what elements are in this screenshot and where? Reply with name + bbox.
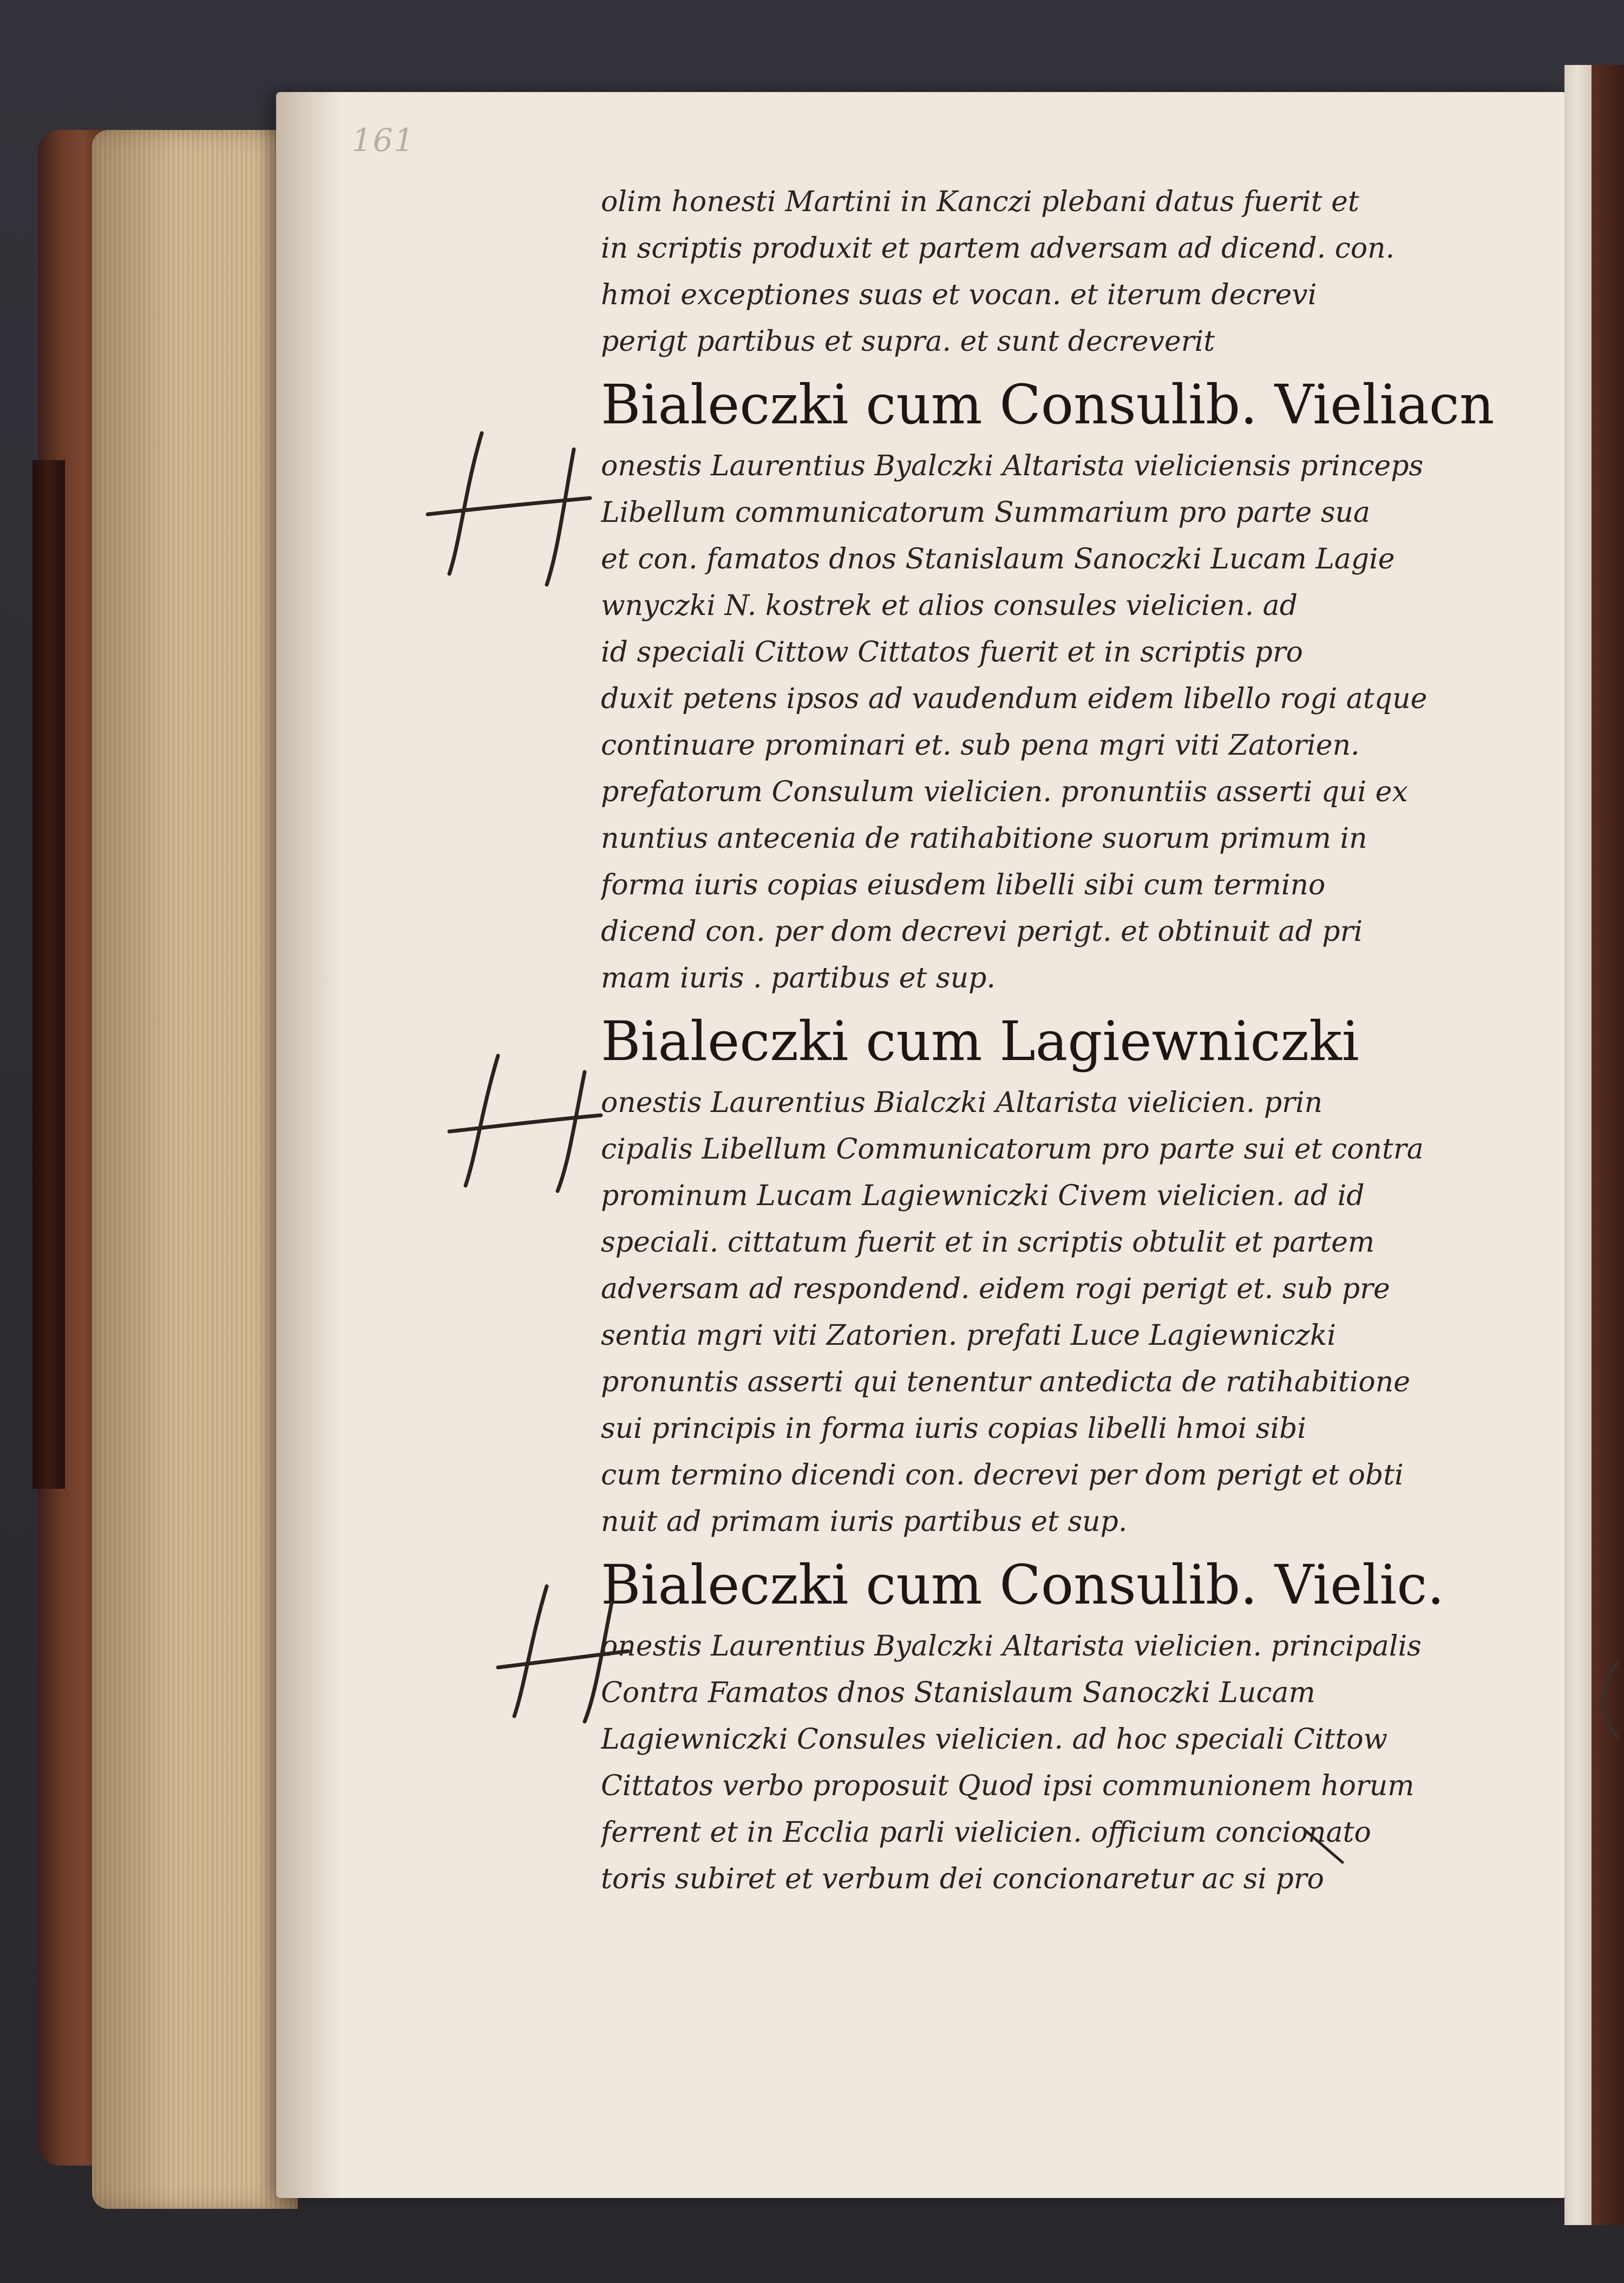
page-edges-shading: [92, 130, 298, 2209]
text-line: pronuntis asserti qui tenentur antedicta de ratihabitione: [601, 1366, 1410, 1398]
text-line: prefatorum Consulum vielicien. pronuntiis asserti qui ex: [601, 776, 1408, 808]
text-line: forma iuris copias eiusdem libelli sibi cum termino: [601, 869, 1326, 901]
text-line: et con. famatos dnos Stanislaum Sanoczki Lucam Lagie: [601, 543, 1395, 575]
text-line: Lagiewniczki Consules vielicien. ad hoc speciali Cittow: [601, 1723, 1388, 1756]
text-line: wnyczki N. kostrek et alios consules vielicien. ad: [601, 590, 1298, 622]
text-line: dicend con. per dom decrevi perigt. et obtinuit ad pri: [601, 915, 1363, 948]
gutter-shadow: [276, 92, 341, 2198]
text-line: continuare prominari et. sub pena mgri viti Zatorien.: [601, 729, 1360, 762]
entry-heading: Bialeczki cum Consulib. Vieliacn: [601, 373, 1495, 436]
text-line: cum termino dicendi con. decrevi per dom perigt et obti: [601, 1459, 1404, 1492]
leather-binding-strip: [32, 460, 65, 1489]
text-line: duxit petens ipsos ad vaudendum eidem libello rogi atque: [601, 683, 1427, 715]
text-line: mam iuris . partibus et sup.: [601, 962, 996, 995]
text-line: cipalis Libellum Communicatorum pro parte sui et contra: [601, 1133, 1424, 1166]
text-line: Contra Famatos dnos Stanislaum Sanoczki Lucam: [601, 1677, 1315, 1709]
text-line: nuit ad primam iuris partibus et sup.: [601, 1506, 1128, 1538]
text-line: onestis Laurentius Byalczki Altarista vielicien. principalis: [601, 1630, 1422, 1663]
text-line: in scriptis produxit et partem adversam ad dicend. con.: [601, 232, 1395, 265]
text-line: olim honesti Martini in Kanczi plebani datus fuerit et: [601, 186, 1359, 218]
entry-heading: Bialeczki cum Consulib. Vielic.: [601, 1553, 1445, 1617]
text-line: id speciali Cittow Cittatos fuerit et in scriptis pro: [601, 636, 1303, 669]
folio-number: 161: [352, 122, 415, 159]
text-line: Cittatos verbo proposuit Quod ipsi communionem horum: [601, 1770, 1415, 1802]
text-line: speciali. cittatum fuerit et in scriptis obtulit et partem: [601, 1226, 1375, 1259]
text-line: toris subiret et verbum dei concionaretur ac si pro: [601, 1863, 1324, 1895]
entry-heading: Bialeczki cum Lagiewniczki: [601, 1010, 1359, 1073]
manuscript-text: [601, 179, 1516, 1902]
text-line: perigt partibus et supra. et sunt decreverit: [601, 325, 1215, 358]
text-line: Libellum communicatorum Summarium pro parte sua: [601, 496, 1371, 529]
text-line: sui principis in forma iuris copias libelli hmoi sibi: [601, 1412, 1307, 1445]
text-line: onestis Laurentius Bialczki Altarista vielicien. prin: [601, 1087, 1323, 1119]
text-line: nuntius antecenia de ratihabitione suorum primum in: [601, 822, 1367, 855]
text-line: ferrent et in Ecclia parli vielicien. officium concionato: [601, 1816, 1371, 1849]
right-binding: [1592, 65, 1624, 2225]
text-line: adversam ad respondend. eidem rogi perigt et. sub pre: [601, 1273, 1390, 1305]
text-line: prominum Lucam Lagiewniczki Civem vielicien. ad id: [601, 1180, 1365, 1212]
text-line: sentia mgri viti Zatorien. prefati Luce Lagiewniczki: [601, 1319, 1337, 1352]
text-line: onestis Laurentius Byalczki Altarista vieliciensis princeps: [601, 450, 1424, 482]
text-line: hmoi exceptiones suas et vocan. et iterum decrevi: [601, 279, 1317, 311]
